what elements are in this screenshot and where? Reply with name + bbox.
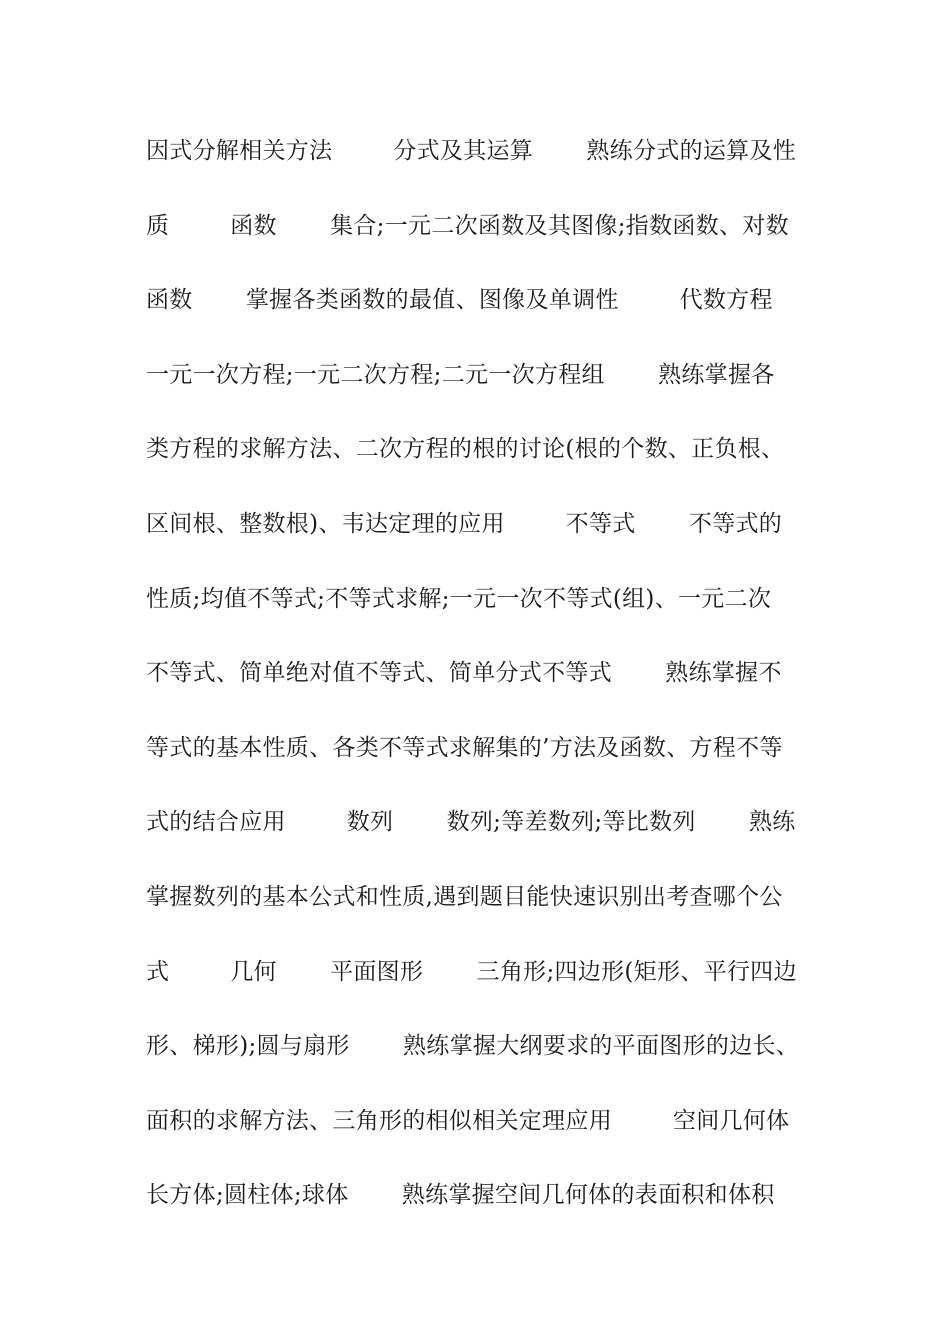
text-line-11: 掌握数列的基本公式和性质,遇到题目能快速识别出考查哪个公 [146,883,783,910]
text-line-6: 区间根、整数根)、韦达定理的应用 不等式 不等式的 [146,510,783,537]
text-line-5: 类方程的求解方法、二次方程的根的讨论(根的个数、正负根、 [146,436,785,463]
text-line-13: 形、梯形);圆与扇形 熟练掌握大纲要求的平面图形的边长、 [146,1033,800,1060]
text-line-2: 质 函数 集合;一元二次函数及其图像;指数函数、对数 [146,212,789,239]
text-line-10: 式的结合应用 数列 数列;等差数列;等比数列 熟练 [146,809,796,836]
text-line-8: 不等式、简单绝对值不等式、简单分式不等式 熟练掌握不 [146,660,782,687]
text-line-4: 一元一次方程;一元二次方程;二元一次方程组 熟练掌握各 [146,361,775,388]
text-line-9: 等式的基本性质、各类不等式求解集的’方法及函数、方程不等 [146,734,783,761]
text-line-12: 式 几何 平面图形 三角形;四边形(矩形、平行四边 [146,958,797,985]
body-text [146,131,836,1250]
text-line-3: 函数 掌握各类函数的最值、图像及单调性 代数方程 [146,287,773,314]
text-line-7: 性质;均值不等式;不等式求解;一元一次不等式(组)、一元二次 [146,585,772,612]
text-line-1: 因式分解相关方法 分式及其运算 熟练分式的运算及性 [146,138,797,164]
text-line-15: 长方体;圆柱体;球体 熟练掌握空间几何体的表面积和体积 [146,1182,775,1209]
text-line-14: 面积的求解方法、三角形的相似相关定理应用 空间几何体 [146,1107,790,1134]
